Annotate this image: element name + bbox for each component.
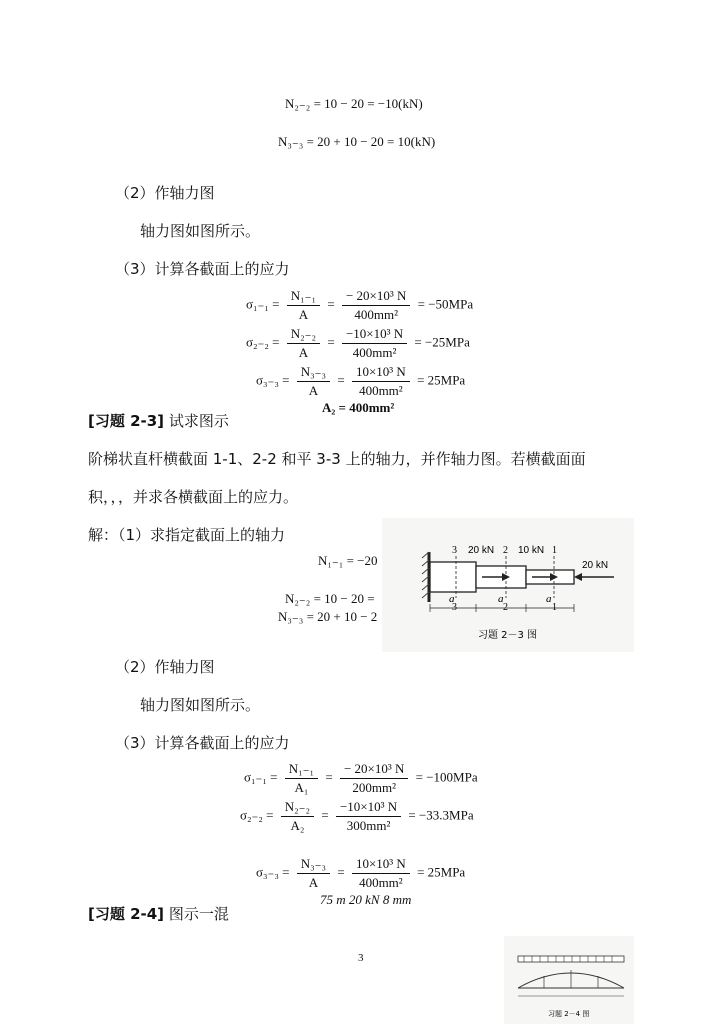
section-label-top-2: 2 [503,545,508,556]
stress-equation-1-1: σ₁₋₁ = $\frac{\text{N₁₋₁}}{A}$ = $\frac{\text{− 20×10³ N}}{\text{400mm²}}$ = −50MPa [246,288,474,322]
load-label-2: 10 kN [518,545,545,556]
section-label-bottom-3: 3 [452,602,457,613]
distributed-load-bar [518,956,624,962]
problem-title-text: 试求图示 [168,412,229,430]
page-number: 3 [358,952,364,964]
problem-title-text-2-4: 图示一混 [168,905,229,923]
problem-label: [习题 2-3] [88,412,165,430]
equation-n22-partial: N₂₋₂ = 10 − 20 = [285,591,375,606]
truss-diagram [504,936,634,1024]
problem-statement-line-2: 积，，，并求各横截面上的应力。 [88,488,299,506]
dimension-a-3: a [546,593,552,605]
step-3-heading: （3）计算各截面上的应力 [115,260,290,278]
dimension-a-2: a [498,593,504,605]
load-label-1: 20 kN [468,545,495,556]
figure-caption: 习题 2－3 图 [478,630,538,641]
section-label-top-3: 3 [452,545,457,556]
problem-2-3-title [88,410,229,431]
section-label-bottom-1: 1 [552,602,557,613]
problem-statement-line-1: 阶梯状直杆横截面 1-1、2-2 和平 3-3 上的轴力，并作轴力图。若横截面面 [88,450,586,468]
stress-equation-3-3: σ₃₋₃ = $\frac{\text{N₃₋₃}}{A}$ = $\frac{\text{10×10³ N}}{\text{400mm²}}$ = 25MPa [256,364,466,398]
step-2-note: 轴力图如图所示。 [140,222,261,240]
section-label-top-1: 1 [552,545,557,556]
figure-2-4 [504,936,634,1024]
problem-label-2-4: [习题 2-4] [88,905,165,923]
stress-equation-1-1-second: σ₁₋₁ = $\frac{\text{N₁₋₁}}{\text{A₁}}$ = $\frac{\text{− 20×10³ N}}{\text{200mm²}}$ = −100MPa [244,761,478,795]
equation-n22: N₂₋₂ = 10 − 20 = −10(kN) [285,96,423,111]
step-2-heading: （2）作轴力图 [115,184,215,202]
stress-equation-2-2: σ₂₋₂ = $\frac{\text{N₂₋₂}}{A}$ = $\frac{\text{−10×10³ N}}{\text{400mm²}}$ = −25MPa [246,326,470,360]
bar-segment-3 [430,562,476,592]
section-label-bottom-2: 2 [503,602,508,613]
stress-equation-3-3-second: σ₃₋₃ = $\frac{\text{N₃₋₃}}{A}$ = $\frac{\text{10×10³ N}}{\text{400mm²}}$ = 25MPa [256,856,466,890]
step-3-heading-second: （3）计算各截面上的应力 [115,734,290,752]
equation-n33: N₃₋₃ = 20 + 10 − 20 = 10(kN) [278,134,436,149]
overlap-area-label: A₂ = 400mm² [322,400,395,415]
stepped-bar-diagram [382,518,634,652]
figure-2-4-caption: 习题 2－4 图 [548,1010,590,1018]
solution-heading: 解：（1）求指定截面上的轴力 [88,526,286,544]
figure-2-3 [382,518,634,652]
problem-2-4-title [88,903,229,924]
load-label-3: 20 kN [582,560,609,571]
step-2-heading-second: （2）作轴力图 [115,658,215,676]
step-2-note-second: 轴力图如图所示。 [140,696,261,714]
overlap-units-label: 75 m 20 kN 8 mm [320,892,412,907]
stress-equation-2-2-second: σ₂₋₂ = $\frac{\text{N₂₋₂}}{\text{A₂}}$ = $\frac{\text{−10×10³ N}}{\text{300mm²}}$ = −33.3MPa [240,799,474,833]
dimension-a-1: a [449,593,455,605]
equation-n33-partial: N₃₋₃ = 20 + 10 − 2 [278,609,378,624]
equation-n11-partial: N₁₋₁ = −20 [318,553,378,568]
